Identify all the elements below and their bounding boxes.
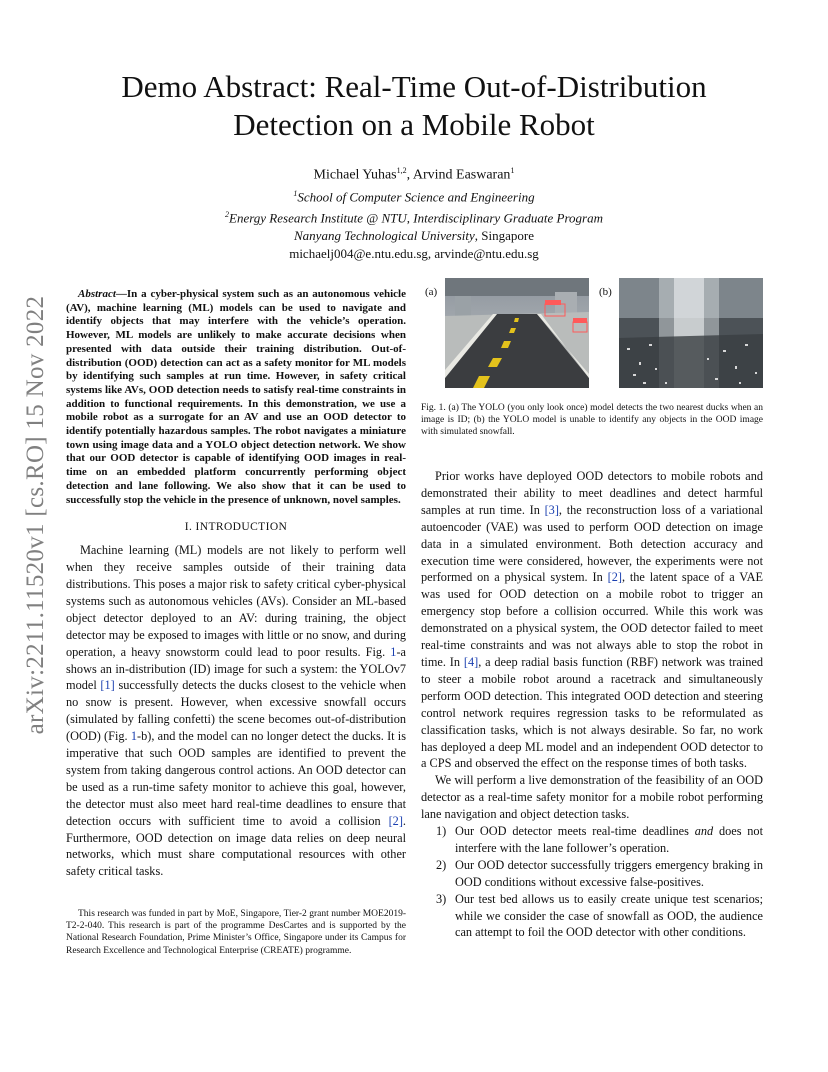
figure-label-b: (b) (599, 286, 612, 298)
left-column (66, 288, 406, 880)
author-2: Arvind Easwaran (412, 167, 511, 183)
list-item-number: 2) (436, 857, 447, 872)
intro-text-a: Machine learning (ML) models are not likely to perform well when they receive samples outside of their training data distributions. This poses a major risk to safety critical cyber-physical systems such as autonomous vehicles (AVs). Consider an ML-based object detector deployed to an AV: during training, the object detector may be exposed to images with little or no snow, and during operation, a heavy snowstorm could lead to poor results. Fig. (66, 543, 406, 659)
author-2-affil: 1 (510, 166, 515, 175)
list-item-emphasis: and (694, 824, 714, 839)
prior-work-text-d: , a deep radial basis function (RBF) network was trained to steer a mobile robot around a racetrack and simultaneously perform OOD detection. This integrated OOD detection and steering control network requires regression tasks to be reformulated as classification tasks, which is not always desirable. So far, no work has deployed a deep ML model and an independent OOD detector to a CPS and observed the effect on the response times of both tasks. (421, 654, 763, 771)
contribution-list (421, 823, 763, 941)
list-item-number: 1) (436, 824, 447, 839)
demo-paragraph: We will perform a live demonstration of the feasibility of an OOD detector as a real-time safety monitor for a mobile robot performing lane navigation and object detection tasks. (421, 773, 763, 822)
arxiv-stamp-text: arXiv:2211.11520v1 [cs.RO] 15 Nov 2022 (22, 295, 49, 735)
intro-text-b: -a shows an in-distribution (ID) image for such a system: the YOLOv7 model (66, 644, 406, 693)
ref-citation-4[interactable]: [4] (463, 654, 479, 669)
figure-label-a: (a) (425, 286, 438, 298)
affiliation-2 (100, 206, 728, 227)
ref-citation-3[interactable]: [3] (544, 502, 559, 517)
ref-citation-1[interactable]: [1] (100, 678, 115, 693)
funding-footnote: This research was funded in part by MoE, Singapore, Tier-2 grant number MOE2019-T2-2-040. This research is part of the programme DesCartes and is supported by the National Research Foundation, Prime Minister’s Office, Singapore under its Campus for Research Excellence and Technological Enterprise (CREATE) programme. (66, 909, 406, 956)
prior-work-text-a: Prior works have deployed OOD detectors to mobile robots and demonstrated their ability to meet deadlines and detect harmful samples at run time. In (421, 469, 763, 517)
arxiv-stamp (20, 270, 52, 760)
ref-citation-2b[interactable]: [2] (607, 570, 622, 585)
affiliation-1-sup: 1 (293, 188, 298, 198)
list-item-text: Our OOD detector successfully triggers emergency braking in OOD conditions without excessive false-positives. (455, 857, 763, 889)
list-item-number: 3) (436, 891, 447, 906)
intro-text-c: successfully detects the ducks closest to the vehicle when no snow is present. However, when excessive snowfall occurs (simulated by falling confetti) the scene becomes out-of-distribution (OOD) (Fig. (66, 678, 406, 744)
intro-paragraph (66, 542, 406, 880)
figure-1-caption: Fig. 1. (a) The YOLO (you only look once) model detects the two nearest ducks when an image is ID; (b) the YOLO model is unable to identify any objects in the OOD image with simulated snowfall. (421, 403, 763, 438)
intro-text-d: -b), and the model can no longer detect the ducks. It is imperative that such OOD samples are identified to prevent the system from taking dangerous control actions. An OOD detector can be used as a run-time safety monitor to achieve this goal, however, the detector must also meet hard real-time deadlines to ensure that detection occurs with sufficient time to avoid a collision (66, 729, 407, 828)
affiliation-3-university: Nanyang Technological University (294, 228, 475, 244)
abstract (66, 288, 406, 507)
affiliation-3 (100, 227, 728, 245)
prior-work-paragraph (421, 468, 763, 772)
abstract-lead: Abstract (78, 288, 116, 300)
prior-work-text-b: , the reconstruction loss of a variational autoencoder (VAE) was used to perform OOD detection on image data in a simulated environment. Both detection accuracy and execution time were considered, however, the experiments were not performed on a physical system. In (421, 502, 763, 585)
affiliation-1-text: School of Computer Science and Engineering (297, 188, 535, 204)
list-item-text: Our test bed allows us to easily create unique test scenarios; while we consider the case of snowfall as OOD, the audience can attempt to foil the OOD detector with other conditions. (455, 891, 763, 940)
intro-text-e: . Furthermore, OOD detection on image data relies on deep neural networks, which must share computational resources with other safety critical tasks. (66, 813, 406, 879)
figure-image-ood-snow (619, 278, 763, 388)
author-names (100, 162, 728, 185)
author-1: Michael Yuhas (313, 167, 397, 183)
affiliation-3-country: , Singapore (474, 228, 534, 244)
abstract-text: —In a cyber-physical system such as an autonomous vehicle (AV), machine learning (ML) models can be used to navigate and identify objects that may interfere with the vehicle’s operation. However, ML models are unlikely to make accurate decisions when presented with data outside their training distribution. Out-of-distribution (OOD) detection can act as a safety monitor for ML models by identifying such samples at run time. However, in safety critical systems like AVs, OOD detection needs to satisfy real-time constraints in addition to functional requirements. In this demonstration, we use a mobile robot as a surrogate for an AV and use an OOD detector to identify potentially hazardous samples. The robot navigates a miniature town using image data and a YOLO object detection network. We show that our OOD detector is capable of identifying OOD images in real-time on an embedded platform concurrently performing object detection and lane following. We also show that it can be used to successfully stop the vehicle in the presence of unknown, novel samples. (66, 288, 406, 506)
ref-fig-1[interactable]: 1 (390, 644, 397, 659)
road-scene-illustration (445, 278, 589, 388)
figure-image-id-track (445, 278, 589, 388)
affiliation-2-text: Energy Research Institute @ NTU, Interdisciplinary Graduate Program (229, 210, 603, 226)
section-heading-introduction: I. INTRODUCTION (184, 521, 288, 534)
list-item-text-tail: does not interfere with the lane follower’s operation. (455, 824, 763, 855)
author-separator: , (406, 167, 413, 183)
affiliation-1 (100, 185, 728, 206)
author-1-affil: 1,2 (396, 166, 407, 175)
paper-title: Demo Abstract: Real-Time Out-of-Distribution Detection on a Mobile Robot (121, 69, 707, 142)
right-column (421, 468, 763, 941)
author-block (100, 162, 728, 263)
list-item (421, 823, 763, 857)
list-item (421, 857, 763, 891)
figure-1 (421, 278, 763, 390)
prior-work-text-c: , the latent space of a VAE was used for OOD detection on a mobile robot to trigger an emergency stop before a collision occurred. While this work was demonstrated on a physical system, the OOD detector failed to meet real-time constraints and was not always able to stop the robot in time. In (421, 570, 763, 669)
snowfall-scene-illustration (619, 278, 763, 388)
affiliation-2-sup: 2 (225, 209, 229, 219)
author-emails: michaelj004@e.ntu.edu.sg, arvinde@ntu.edu.sg (289, 246, 539, 262)
list-item-text: Our OOD detector meets real-time deadlines (455, 824, 695, 839)
ref-fig-1b[interactable]: 1 (130, 729, 138, 744)
list-item (421, 891, 763, 942)
ref-citation-2[interactable]: [2] (388, 813, 403, 828)
